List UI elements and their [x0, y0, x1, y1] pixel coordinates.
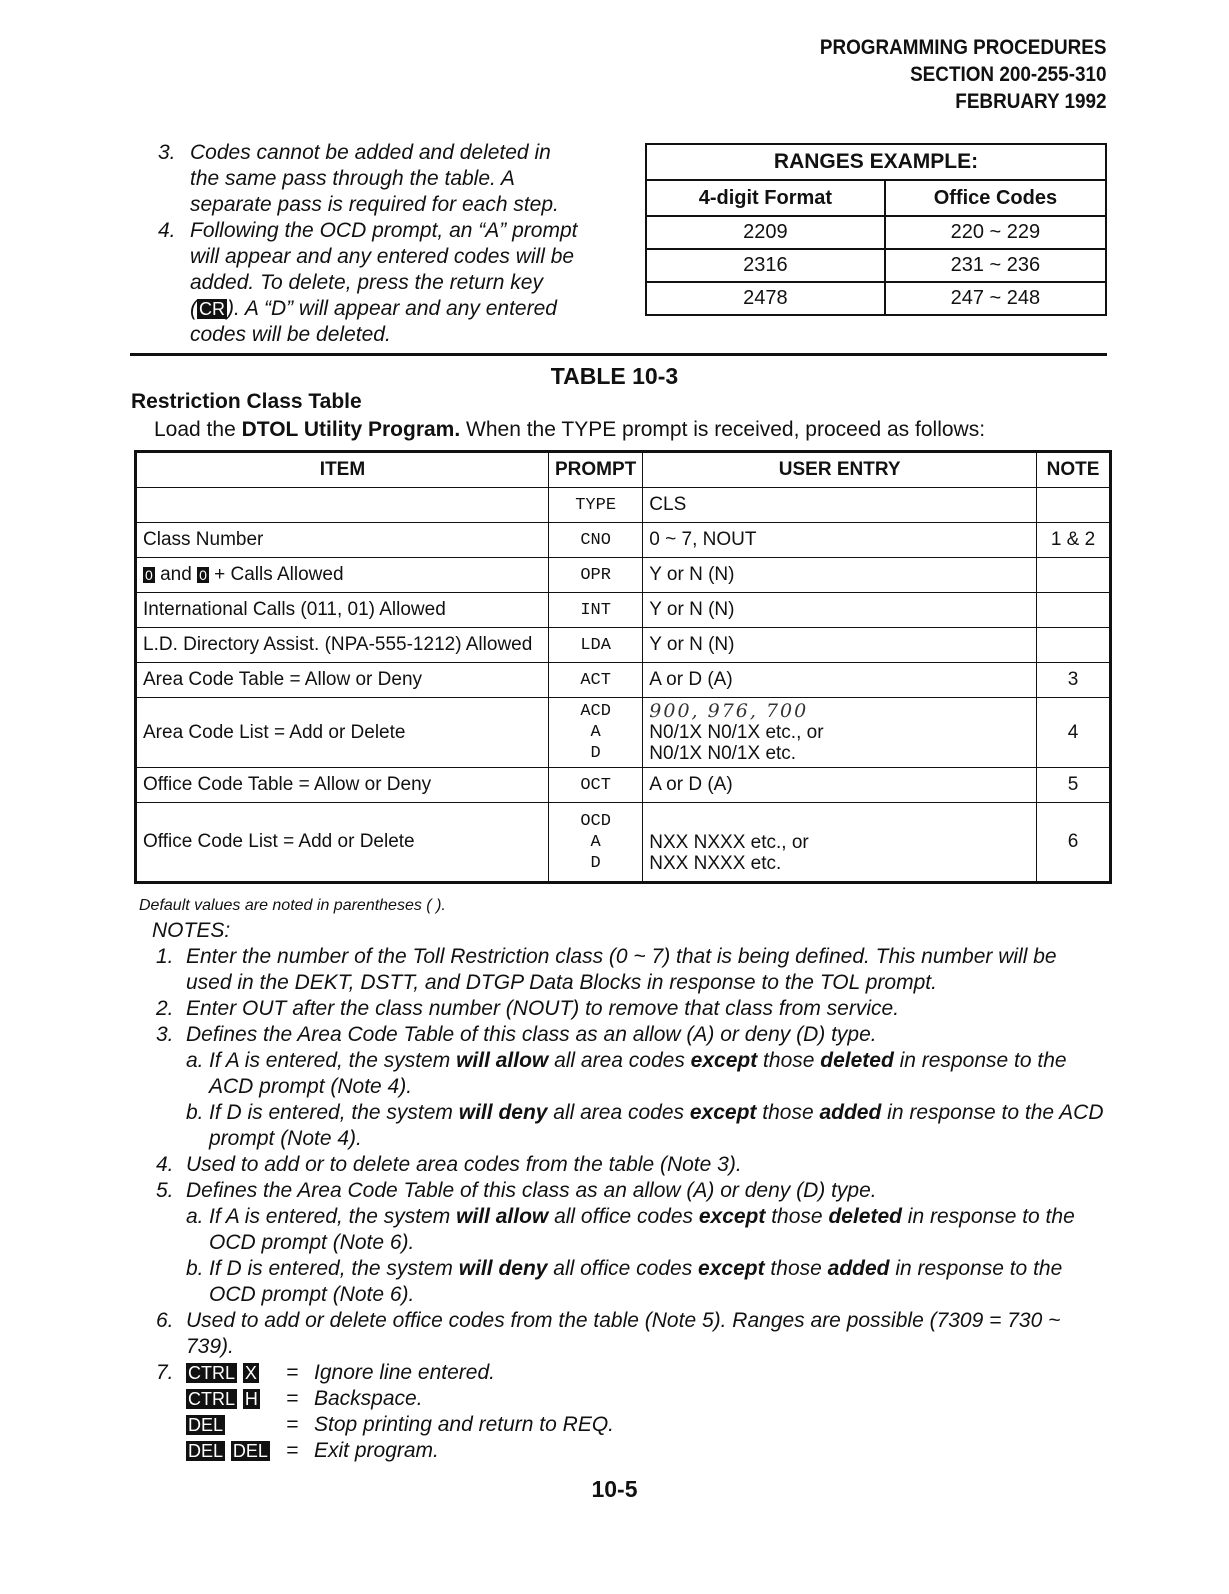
note-5b: b. If D is entered, the system will deny all office codes except those added in response to the OCD prompt (Note 6). [186, 1257, 1063, 1306]
prompt-cell [549, 698, 643, 768]
x-key-icon: X [244, 1363, 257, 1383]
t: will deny [458, 1257, 548, 1280]
ctrl-desc: Exit program. [314, 1439, 439, 1462]
entry-cell [643, 698, 1037, 768]
ctrl-desc: Backspace. [314, 1387, 423, 1410]
note-text: Enter the number of the Toll Restriction class (0 ~ 7) that is being defined. This number will be used in the DEKT, DSTT, and DTGP Data Blocks in response to the TOL prompt. [186, 945, 1057, 994]
entry-cell: Y or N (N) [643, 628, 1037, 663]
intro-text-4a: Following the OCD prompt, an “A” prompt will appear and any entered codes will be added. To delete, press the return key ( [190, 219, 578, 320]
note-cell [1037, 593, 1111, 628]
ctrl-row: CTRL X = Ignore line entered. [188, 1361, 495, 1384]
ctrl-row: DEL = Stop printing and return to REQ. [188, 1413, 614, 1436]
table-row [136, 663, 1111, 698]
prompt-cell: ACT [549, 663, 643, 698]
intro-text-3: Codes cannot be added and deleted in the same pass through the table. A separate pass is required for each step. [190, 141, 559, 216]
item-mid: and [154, 564, 198, 585]
note-text: Used to add or delete office codes from the table (Note 5). Ranges are possible (7309 = 730 ~ 739). [186, 1309, 1061, 1358]
prompt-line: ACD [580, 702, 611, 721]
t: will allow [456, 1049, 549, 1072]
note-3a: a. If A is entered, the system will allow all area codes except those deleted in response to the ACD prompt (Note 4). [186, 1049, 1067, 1098]
t: those [765, 1205, 829, 1228]
t: If D is entered, the system [209, 1257, 459, 1280]
control-keys-list [186, 1360, 614, 1464]
ctrl-row: CTRL H = Backspace. [188, 1387, 423, 1410]
t: those [756, 1101, 820, 1124]
col-item: ITEM [136, 452, 549, 488]
range-codes: 247 ~ 248 [885, 282, 1106, 315]
ctrl-desc: Stop printing and return to REQ. [314, 1413, 614, 1436]
prompt-cell: LDA [549, 628, 643, 663]
note-cell [1037, 488, 1111, 523]
item-text: + Calls Allowed [208, 564, 344, 585]
table-row [136, 488, 1111, 523]
entry-cell: Y or N (N) [643, 558, 1037, 593]
entry-line: N0/1X N0/1X etc., or [649, 722, 824, 743]
table-row [136, 768, 1111, 803]
intro-text-4 [190, 218, 578, 348]
prompt-line: A [590, 832, 601, 852]
t: If A is entered, the system [209, 1205, 457, 1228]
t: except [690, 1049, 758, 1072]
item-cell: Office Code Table = Allow or Deny [136, 768, 549, 803]
note-cell: 6 [1037, 803, 1111, 883]
prompt-line: A [590, 723, 601, 742]
prompt-line: OCD [580, 811, 611, 831]
entry-line: NXX NXXX etc., or [649, 831, 809, 853]
divider [130, 353, 1107, 356]
note-6: 6. Used to add or delete office codes from the table (Note 5). Ranges are possible (7309 = 730 ~ 739). [152, 1308, 1107, 1360]
entry-cell: A or D (A) [643, 663, 1037, 698]
del-key-icon: DEL [188, 1441, 224, 1461]
intro-notes [158, 140, 578, 348]
prompt-cell: TYPE [549, 488, 643, 523]
range-format: 2478 [646, 282, 885, 315]
header-line-2: SECTION 200-255-310 [910, 63, 1107, 86]
t: in response to the ACD prompt (Note 4). [209, 1049, 1067, 1098]
note-5a: a. If A is entered, the system will allow all office codes except those deleted in response to the OCD prompt (Note 6). [186, 1205, 1075, 1254]
intro-text-4b: ). A “D” will appear and any entered codes will be deleted. [190, 297, 557, 346]
item-cell [136, 488, 549, 523]
note-7: 7. CTRL X = Ignore line entered. CTRL H = Backspace. DEL = Stop printing and return to REQ. DEL DEL = Exit program. [156, 1361, 614, 1462]
prompt-line: D [590, 744, 601, 763]
t: those [764, 1257, 828, 1280]
item-cell: L.D. Directory Assist. (NPA-555-1212) Allowed [136, 628, 549, 663]
entry-cell: CLS [643, 488, 1037, 523]
item-cell: Class Number [136, 523, 549, 558]
page-header [820, 34, 1107, 115]
ranges-col-format: 4-digit Format [646, 180, 885, 216]
restriction-class-table [134, 450, 1112, 884]
del-key-icon: DEL [188, 1415, 224, 1435]
prompt-cell [549, 803, 643, 883]
note-cell [1037, 558, 1111, 593]
zero-key-icon: 0 [199, 567, 207, 583]
t: will deny [458, 1101, 548, 1124]
t: If A is entered, the system [209, 1049, 457, 1072]
note-3b: b. If D is entered, the system will deny all area codes except those added in response to the ACD prompt (Note 4). [186, 1101, 1104, 1150]
ctrl-desc: Ignore line entered. [314, 1361, 495, 1384]
item-cell: Office Code List = Add or Delete [136, 803, 549, 883]
note-cell: 1 & 2 [1037, 523, 1111, 558]
prompt-cell: OPR [549, 558, 643, 593]
ranges-col-codes: Office Codes [885, 180, 1106, 216]
intro-num-4: 4. [158, 219, 176, 242]
note-text: Defines the Area Code Table of this class as an allow (A) or deny (D) type. [186, 1023, 877, 1046]
table-row [136, 558, 1111, 593]
note-text: Used to add or to delete area codes from the table (Note 3). [186, 1153, 742, 1176]
col-note: NOTE [1037, 452, 1111, 488]
prompt-cell: INT [549, 593, 643, 628]
note-cell: 4 [1037, 698, 1111, 768]
t: deleted [828, 1205, 902, 1228]
note-cell: 5 [1037, 768, 1111, 803]
note-1: 1. Enter the number of the Toll Restriction class (0 ~ 7) that is being defined. This number will be used in the DEKT, DSTT, and DTGP Data Blocks in response to the TOL prompt. [152, 944, 1107, 996]
load-pre: Load the [154, 418, 242, 441]
ranges-title: RANGES EXAMPLE: [646, 144, 1106, 180]
table-row [136, 698, 1111, 768]
table-row [646, 282, 1106, 315]
prompt-cell: CNO [549, 523, 643, 558]
table-row [646, 249, 1106, 282]
default-values-note: Default values are noted in parentheses ( ). [139, 897, 446, 914]
entry-cell: Y or N (N) [643, 593, 1037, 628]
t: If D is entered, the system [209, 1101, 459, 1124]
entry-cell: A or D (A) [643, 768, 1037, 803]
entry-cell: 0 ~ 7, NOUT [643, 523, 1037, 558]
entry-line: NXX NXXX etc. [649, 852, 782, 874]
note-text: Defines the Area Code Table of this class as an allow (A) or deny (D) type. [186, 1179, 877, 1202]
t: all area codes [547, 1101, 690, 1124]
range-format: 2209 [646, 216, 885, 249]
t: deleted [820, 1049, 894, 1072]
page-number: 10-5 [591, 1476, 638, 1502]
table-row [136, 523, 1111, 558]
note-cell: 3 [1037, 663, 1111, 698]
table-title: TABLE 10-3 [550, 363, 679, 389]
note-2: 2. Enter OUT after the class number (NOUT) to remove that class from service. [156, 997, 900, 1020]
del-key-icon: DEL [232, 1441, 268, 1461]
intro-num-3: 3. [158, 141, 176, 164]
ctrl-key-icon: CTRL [188, 1389, 236, 1409]
ranges-example-table [645, 143, 1107, 316]
note-cell [1037, 628, 1111, 663]
item-cell: International Calls (011, 01) Allowed [136, 593, 549, 628]
t: except [698, 1205, 766, 1228]
header-line-3: FEBRUARY 1992 [955, 90, 1107, 113]
handwritten-codes: 900, 976, 700 [649, 700, 809, 722]
t: added [819, 1101, 882, 1124]
ctrl-row: DEL DEL = Exit program. [188, 1439, 439, 1462]
load-post: When the TYPE prompt is received, proceed as follows: [460, 418, 986, 441]
return-key-icon: CR [199, 299, 225, 319]
note-text: Enter OUT after the class number (NOUT) to remove that class from service. [186, 997, 900, 1020]
t: added [827, 1257, 890, 1280]
table-row [136, 803, 1111, 883]
col-user-entry: USER ENTRY [643, 452, 1037, 488]
note-5: 5. Defines the Area Code Table of this class as an allow (A) or deny (D) type. [156, 1179, 877, 1202]
t: except [698, 1257, 765, 1280]
note-3: 3. Defines the Area Code Table of this class as an allow (A) or deny (D) type. [156, 1023, 877, 1046]
t: all area codes [548, 1049, 691, 1072]
range-codes: 220 ~ 229 [885, 216, 1106, 249]
table-row [646, 216, 1106, 249]
note-4: 4. Used to add or to delete area codes from the table (Note 3). [156, 1153, 742, 1176]
ctrl-key-icon: CTRL [188, 1363, 236, 1383]
load-instruction [154, 418, 985, 442]
h-key-icon: H [244, 1389, 258, 1409]
t: those [757, 1049, 821, 1072]
entry-line: N0/1X N0/1X etc. [649, 743, 797, 764]
item-cell: Area Code List = Add or Delete [136, 698, 549, 768]
notes-section [152, 918, 1107, 1464]
table-subtitle: Restriction Class Table [131, 390, 362, 413]
t: will allow [456, 1205, 549, 1228]
load-program: DTOL Utility Program. [241, 418, 461, 441]
entry-cell [643, 803, 1037, 883]
t: in response to the ACD prompt (Note 4). [209, 1101, 1104, 1150]
range-codes: 231 ~ 236 [885, 249, 1106, 282]
prompt-cell: OCT [549, 768, 643, 803]
prompt-line: D [590, 853, 601, 873]
item-cell: Area Code Table = Allow or Deny [136, 663, 549, 698]
t: all office codes [548, 1205, 699, 1228]
notes-heading: NOTES: [152, 919, 231, 942]
zero-key-icon: 0 [145, 567, 153, 583]
t: in response to the OCD prompt (Note 6). [209, 1205, 1075, 1254]
range-format: 2316 [646, 249, 885, 282]
table-row [136, 628, 1111, 663]
t: except [689, 1101, 757, 1124]
table-row [136, 593, 1111, 628]
header-line-1: PROGRAMMING PROCEDURES [820, 36, 1107, 59]
col-prompt: PROMPT [549, 452, 643, 488]
item-cell [136, 558, 549, 593]
t: in response to the OCD prompt (Note 6). [209, 1257, 1063, 1306]
t: all office codes [547, 1257, 699, 1280]
